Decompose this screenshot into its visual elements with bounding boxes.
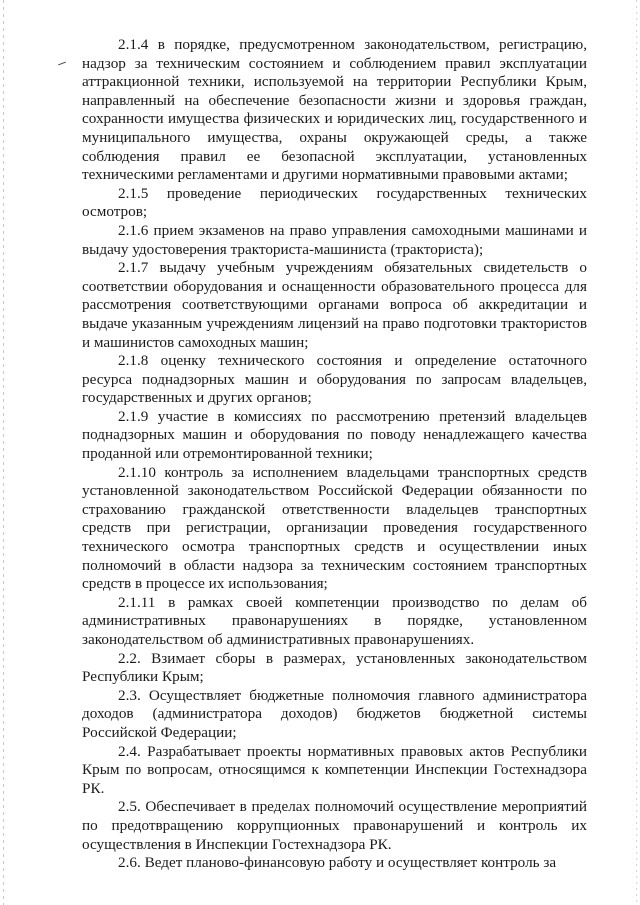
- paragraph-2-4: 2.4. Разрабатывает проекты нормативных правовых актов Республики Крым по вопросам, относящимся к компетенции Инспекции Гостехнадзора РК.: [82, 742, 587, 797]
- paragraph-2-1-8: 2.1.8 оценку технического состояния и определение остаточного ресурса поднадзорных машин и оборудования по запросам владельцев, государственных и других органов;: [82, 352, 587, 407]
- paragraph-2-1-10: 2.1.10 контроль за исполнением владельцами транспортных средств установленной законодательством Российской Федерации обязанности по страхованию гражданской ответственности владельцев транспортных средств при регистрации, организации проведения государственного технического осмотра транспортных средств и осуществлении иных полномочий в области надзора за техническим состоянием транспортных средств в процессе их использования;: [82, 463, 587, 593]
- document-body: [82, 36, 587, 873]
- paragraph-2-6: 2.6. Ведет планово-финансовую работу и осуществляет контроль за: [118, 854, 557, 872]
- paragraph-2-5: 2.5. Обеспечивает в пределах полномочий осуществление мероприятий по предотвращению коррупционных правонарушений и контроль их осуществления в Инспекции Гостехнадзора РК.: [82, 798, 587, 853]
- scan-edge-right: [636, 0, 637, 905]
- paragraph-2-1-7: 2.1.7 выдачу учебным учреждениям обязательных свидетельств о соответствии оборудования и оснащенности образовательного процесса для рассмотрения соответствующими органами вопроса об аккредитации и выдаче указанным учреждениям лицензий на право подготовки трактористов и машинистов самоходных машин;: [82, 259, 587, 351]
- pen-mark: [58, 62, 66, 66]
- paragraph-2-1-6: 2.1.6 прием экзаменов на право управления самоходными машинами и выдачу удостоверения тракториста-машиниста (тракториста);: [82, 221, 587, 258]
- paragraph-2-1-5: 2.1.5 проведение периодических государственных технических осмотров;: [82, 184, 587, 221]
- paragraph-2-1-4: 2.1.4 в порядке, предусмотренном законодательством, регистрацию, надзор за техническим состоянием и соблюдением правил эксплуатации аттракционной техники, используемой на территории Республики Крым, направленный на обеспечение безопасности жизни и здоровья граждан, сохранности имущества физических и юридических лиц, государственного и муниципального имущества, охраны окружающей среды, а также соблюдения правил ее безопасной эксплуатации, установленных техническими регламентами и другими нормативными правовыми актами;: [82, 36, 587, 184]
- paragraph-2-2: 2.2. Взимает сборы в размерах, установленных законодательством Республики Крым;: [82, 649, 587, 686]
- scan-edge-left: [3, 0, 4, 905]
- paragraph-2-1-11: 2.1.11 в рамках своей компетенции производство по делам об административных правонарушениях в порядке, установленном законодательством об административных правонарушениях.: [82, 593, 587, 648]
- paragraph-2-3: 2.3. Осуществляет бюджетные полномочия главного администратора доходов (администратора доходов) бюджетов бюджетной системы Российской Федерации;: [82, 686, 587, 741]
- paragraph-2-1-9: 2.1.9 участие в комиссиях по рассмотрению претензий владельцев поднадзорных машин и оборудования по поводу ненадлежащего качества проданной или отремонтированной техники;: [82, 407, 587, 463]
